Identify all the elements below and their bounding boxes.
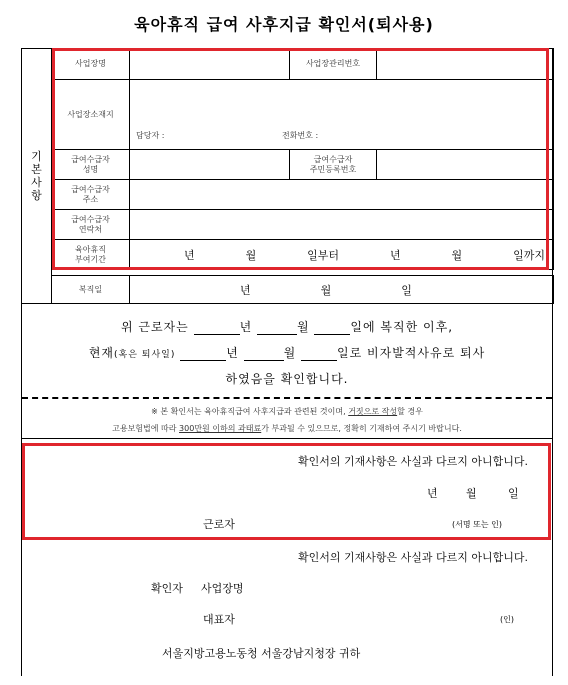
- contact-person-label: 담당자 :: [136, 131, 165, 140]
- blank-day-1[interactable]: [314, 323, 350, 335]
- statement-line2-paren: (혹은 퇴사일): [114, 350, 176, 360]
- notice-line-1: [22, 406, 552, 417]
- notice-line2-b: 가 부과될 수 있으므로, 정확히 기재하여 주시기 바랍니다.: [261, 424, 462, 433]
- period-start-month: 월: [245, 248, 257, 262]
- notice-line1-b: 할 경우: [397, 407, 423, 416]
- highlight-box-basic-info: [52, 48, 549, 270]
- worker-date-year: 년: [427, 487, 438, 500]
- statement-line-2: [22, 344, 552, 361]
- statement-line-1: [22, 318, 552, 335]
- recipient-name-label: 급여수급자 성명: [52, 150, 130, 180]
- workplace-address-label: 사업장소재지: [52, 80, 130, 150]
- recipient-id-label: 급여수급자 주민등록번호: [290, 150, 377, 180]
- statement-line2-suffix: 일로 비자발적사유로 퇴사: [337, 346, 486, 360]
- dashed-divider: [22, 397, 552, 399]
- worker-confirm-text: 확인서의 기재사항은 사실과 다르지 아니합니다.: [298, 455, 529, 468]
- document-title: 육아휴직 급여 사후지급 확인서(퇴사용): [134, 15, 434, 34]
- return-date-label: 복직일: [52, 276, 130, 304]
- statement-line1-suffix: 일에 복직한 이후,: [350, 320, 454, 334]
- phone-label: 전화번호 :: [282, 131, 319, 140]
- worker-date-day: 일: [508, 487, 519, 500]
- basic-section-label: 기 본 사 항: [22, 49, 52, 304]
- blank-day-2[interactable]: [301, 349, 337, 361]
- recipient-office: 서울지방고용노동청 서울강남지청장 귀하: [162, 647, 361, 660]
- statement-line2-month: 월: [283, 346, 297, 360]
- period-end-month: 월: [451, 248, 463, 262]
- seal-label[interactable]: (인): [500, 615, 514, 624]
- statement-line-3: 하였음을 확인합니다.: [225, 372, 349, 386]
- worker-label: 근로자: [203, 518, 235, 531]
- leave-period-label: 육아휴직 부여기간: [52, 240, 130, 270]
- return-month: 월: [320, 283, 332, 297]
- statement-line1-prefix: 위 근로자는: [120, 320, 189, 334]
- employer-name-label: 사업장명: [201, 582, 244, 595]
- recipient-contact-label: 급여수급자 연락처: [52, 210, 130, 240]
- workplace-mgmt-no-label: 사업장관리번호: [290, 49, 377, 80]
- notice-line1-underline: 거짓으로 작성: [348, 407, 398, 416]
- employer-confirm-text: 확인서의 기재사항은 사실과 다르지 아니합니다.: [298, 551, 529, 564]
- return-date-field[interactable]: [130, 276, 554, 304]
- notice-line2-a: 고용보험법에 따라: [112, 424, 177, 433]
- divider-notice-bottom: [21, 438, 553, 439]
- notice-line1-a: ※ 본 확인서는 육아휴직급여 사후지급과 관련된 것이며,: [151, 407, 346, 416]
- worker-date-month: 월: [466, 487, 477, 500]
- period-end-day: 일까지: [513, 248, 545, 262]
- blank-month-2[interactable]: [244, 349, 284, 361]
- statement-line1-month: 월: [297, 320, 310, 334]
- blank-year-1[interactable]: [194, 323, 240, 335]
- confirmer-label: 확인자: [151, 582, 183, 595]
- workplace-name-label: 사업장명: [52, 49, 130, 80]
- blank-month-1[interactable]: [257, 323, 297, 335]
- statement-line2-year: 년: [226, 346, 239, 360]
- period-start-year: 년: [184, 248, 195, 262]
- notice-line-2: [22, 423, 552, 434]
- worker-sign-label[interactable]: (서명 또는 인): [452, 520, 502, 529]
- period-end-year: 년: [389, 248, 401, 262]
- statement-line1-year: 년: [239, 320, 253, 334]
- return-day: 일: [401, 283, 412, 297]
- recipient-address-label: 급여수급자 주소: [52, 180, 130, 210]
- period-start-day: 일부터: [307, 248, 340, 262]
- return-year: 년: [240, 283, 251, 297]
- blank-year-2[interactable]: [180, 349, 226, 361]
- notice-line2-underline: 300만원 이하의 과태료: [179, 424, 262, 433]
- statement-line2-prefix: 현재: [88, 346, 114, 360]
- representative-label: 대표자: [203, 613, 235, 626]
